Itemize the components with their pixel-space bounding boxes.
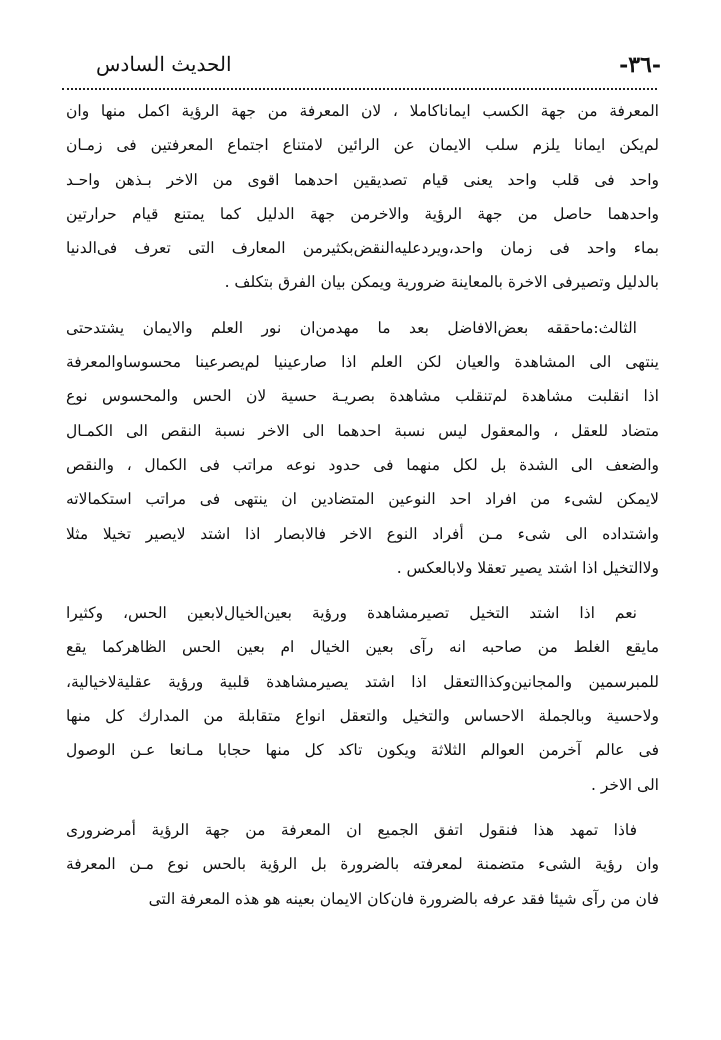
text-line: الى الاخر .: [590, 775, 659, 794]
text-line: والضعف الى الشدة بل لكل منهما فى حدود نوعه مراتب فى الكمال ، والنقص: [66, 455, 659, 474]
text-line: ينتهى الى المشاهدة والعيان لكن العلم اذا صارعينيا لم‌يصرعينا محسوساوالمعرفة: [66, 353, 659, 372]
paragraph: [66, 94, 659, 300]
text-line: بالدليل وتصيرفى الاخرة بالمعاينة ضرورية ويمكن بيان الفرق بتكلف .: [224, 273, 659, 292]
text-line: واشتداده الى شىء مـن أفراد النوع الاخر فالابصار اذا اشتد لايصير تخيلا مثلا: [66, 524, 659, 543]
page-number: -٣٦-: [619, 52, 661, 78]
paragraph: [66, 813, 659, 916]
paragraph: [66, 311, 659, 585]
text-line: للمبرسمين والمجانين‌وكذاالتعقل اذا اشتد يصيرمشاهدة قلبية ورؤية عقلية‌لاخيالية،: [66, 672, 659, 691]
page-header: [60, 48, 661, 84]
text-line: ولاحسية وبالجملة الاحساس والتخيل والتعقل انواع متقابلة من المدارك كل منها: [66, 707, 659, 726]
text-line: وان رؤية الشىء متضمنة لمعرفته بالضرورة بل الرؤية بالحس نوع مـن المعرفة: [66, 855, 659, 874]
text-line: بماء واحد فى زمان واحد،ويردعليه‌النقض‌بكثيرمن المعارف التى تعرف فى‌الدنيا: [66, 239, 659, 258]
text-line: المعرفة من جهة الكسب ايماناكاملا ، لان المعرفة من جهة الرؤية اكمل منها وان: [66, 102, 659, 120]
text-line: واحد فى قلب واحد يعنى قيام تصديقين احدهما اقوى من الاخر بـذهن واحـد: [66, 170, 659, 189]
header-divider: [62, 88, 657, 90]
text-line: الثالث:ماحققه بعض‌الافاضل بعد ما مهدمن‌ان نور العلم والايمان يشتدحتى: [66, 318, 637, 337]
text-line: فان من رآى شيئا فقد عرفه بالضرورة فان‌كان الايمان بعينه هو هذه المعرفة التى: [148, 889, 659, 908]
text-line: مايقع الغلط من صاحبه انه رآى بعين الخيال ام بعين الحس الظاهركما يقع: [66, 638, 659, 657]
paragraph: [66, 596, 659, 802]
text-line: ولاالتخيل اذا اشتد يصير تعقلا ولابالعكس .: [396, 558, 659, 577]
text-line: نعم اذا اشتد التخيل تصيرمشاهدة ورؤية بعين‌الخيال‌لابعين الحس، وكثيرا: [66, 604, 637, 623]
text-line: لايمكن لشىء من افراد احد النوعين المتضادين ان ينتهى فى مراتب استكمالاته: [66, 490, 659, 509]
text-line: واحدهما حاصل من جهة الرؤية والاخرمن جهة الدليل كما يمتنع قيام حرارتين: [66, 204, 659, 223]
text-line: فاذا تمهد هذا فنقول اتفق الجميع ان المعرفة من جهة الرؤية أمرضرورى: [66, 820, 637, 839]
running-title: الحديث السادس: [96, 52, 232, 76]
text-line: اذا انقلبت مشاهدة لم‌تنقلب مشاهدة بصريـة حسية لان الحس والمحسوس نوع: [66, 387, 659, 406]
page-body: [66, 94, 659, 927]
text-line: متضاد للعقل ، والمعقول ليس نسبة احدهما الى الاخر نسبة النقص الى الكمـال: [66, 421, 659, 440]
text-line: لم‌يكن ايمانا يلزم سلب الايمان عن الرائين لامتناع اجتماع المعرفتين فى زمـان: [66, 136, 659, 155]
text-line: فى عالم آخرمن العوالم الثلاثة ويكون تاكد كل منها حجابا مـانعا عـن الوصول: [66, 741, 659, 760]
